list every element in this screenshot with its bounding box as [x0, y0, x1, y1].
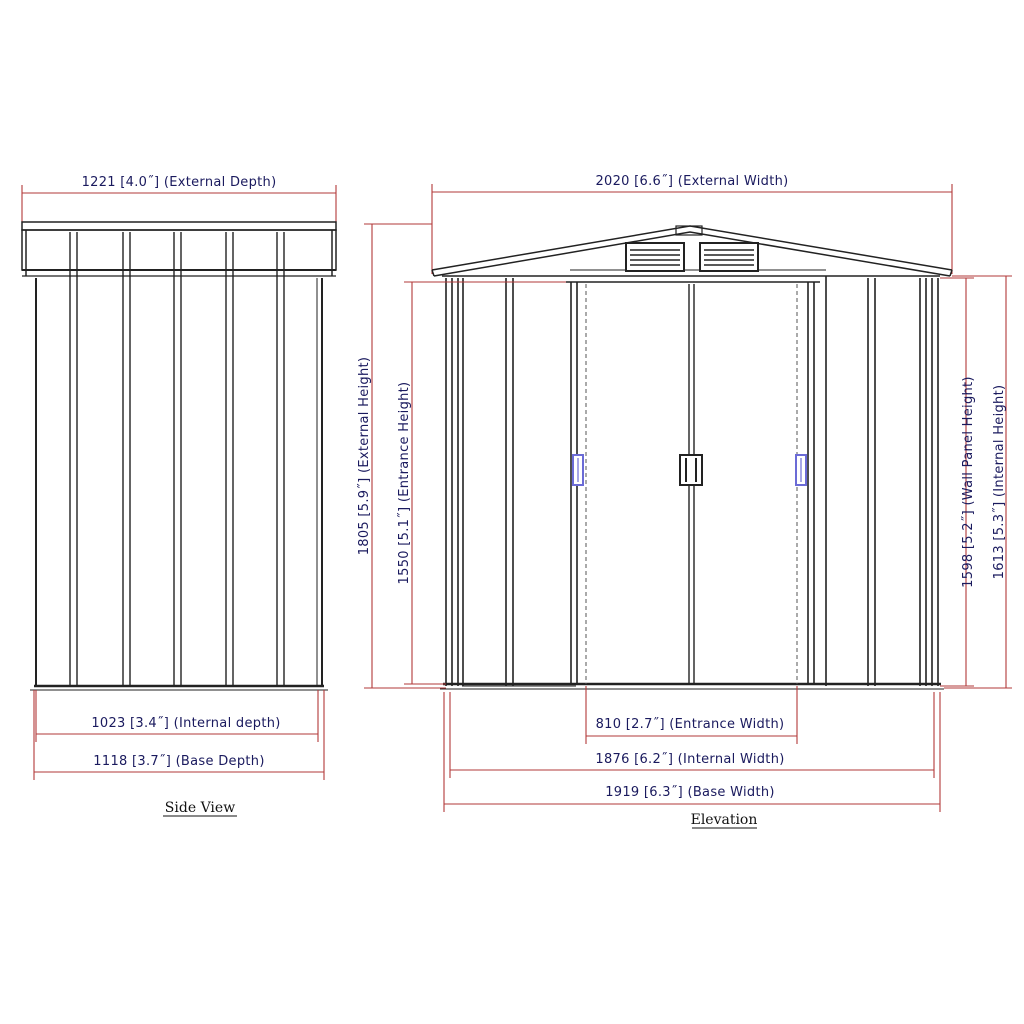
dim-internal-depth [36, 690, 318, 742]
dim-internal-width [450, 692, 934, 778]
wall-panel-height-label: 1598 [5.2˝] (Wall Panel Height) [961, 376, 976, 588]
roof-vent-right [700, 243, 758, 271]
dim-wall-panel-height [940, 278, 976, 686]
dim-external-depth [22, 175, 336, 222]
entrance-height-label: 1550 [5.1˝] (Entrance Height) [397, 381, 412, 585]
internal-height-label: 1613 [5.3˝] (Internal Height) [992, 384, 1007, 580]
internal-width-label: 1876 [6.2˝] (Internal Width) [595, 752, 785, 767]
external-width-label: 2020 [6.6˝] (External Width) [595, 174, 789, 189]
door-latch-left [573, 455, 583, 485]
dim-base-depth [34, 690, 324, 780]
dim-entrance-width [586, 686, 797, 744]
elevation-roof [432, 226, 952, 276]
door-latch-right [796, 455, 806, 485]
dim-entrance-height [397, 282, 566, 684]
roof-vent-left [626, 243, 684, 271]
dim-external-width [432, 174, 952, 274]
side-ribs [70, 232, 284, 686]
external-depth-label: 1221 [4.0˝] (External Depth) [81, 175, 277, 190]
side-view [22, 175, 336, 816]
elevation-caption: Elevation [690, 812, 758, 828]
entrance-width-label: 810 [2.7˝] (Entrance Width) [595, 717, 785, 732]
side-roof [22, 222, 336, 276]
base-width-label: 1919 [6.3˝] (Base Width) [605, 785, 775, 800]
dim-internal-height [944, 276, 1012, 688]
external-height-label: 1805 [5.9˝] (External Height) [357, 356, 372, 556]
side-view-caption: Side View [164, 800, 236, 816]
door-assembly [462, 276, 826, 686]
elevation-view [357, 174, 1012, 828]
door-handle-center [680, 455, 702, 485]
internal-depth-label: 1023 [3.4˝] (Internal depth) [91, 716, 281, 731]
base-depth-label: 1118 [3.7˝] (Base Depth) [93, 754, 265, 769]
